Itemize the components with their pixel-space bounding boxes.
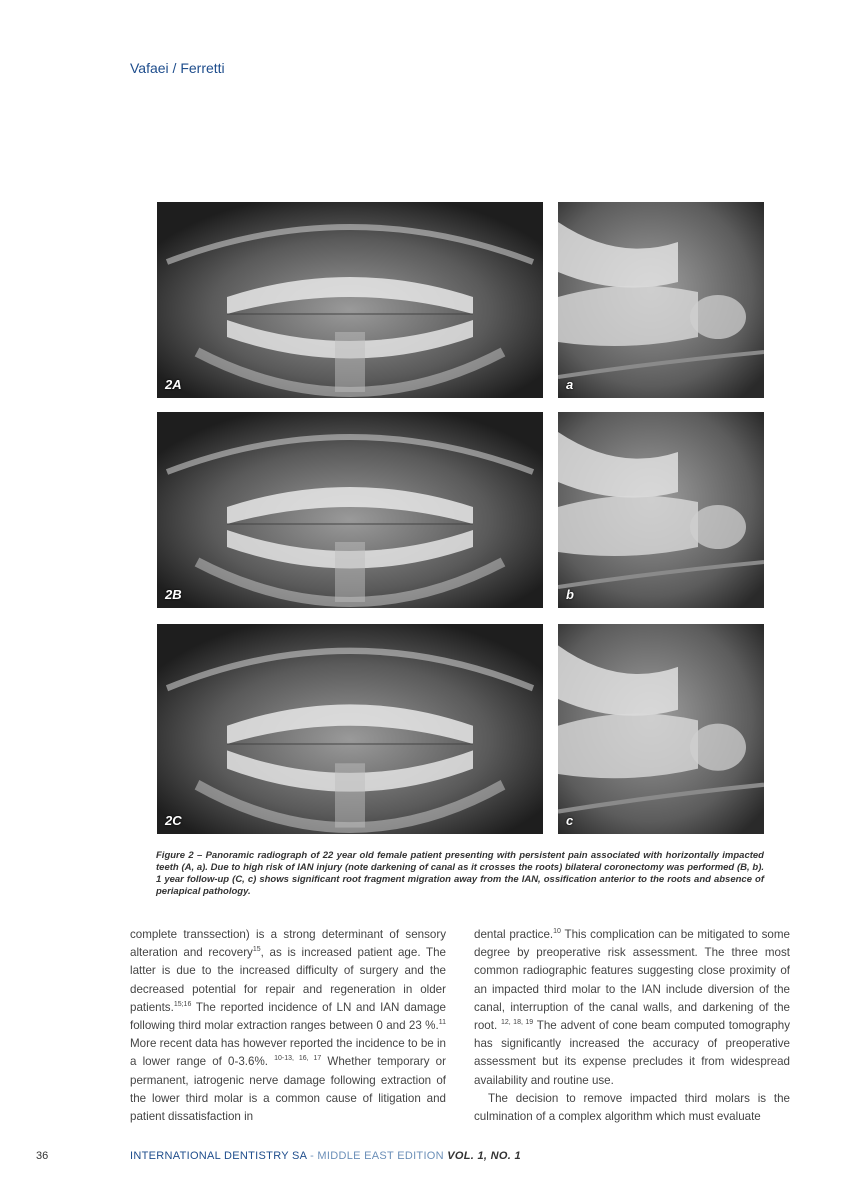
- citation: 10-13, 16, 17: [274, 1055, 322, 1063]
- journal-name: [130, 1150, 521, 1162]
- citation: 15: [252, 946, 261, 954]
- journal-edition: - MIDDLE EAST EDITION: [306, 1150, 448, 1162]
- body-text: Whether temporary or permanent, iatrogenic nerve damage following extraction of the lower third molar is a common cause of litigation and patient dissatisfaction in: [130, 1055, 446, 1124]
- body-column-right: [474, 926, 790, 1126]
- body-text: The reported incidence of LN and IAN damage following third molar extraction ranges between 0 and 23 %.: [130, 1000, 446, 1033]
- radiograph-2b: [157, 412, 543, 608]
- page-number: 36: [36, 1150, 49, 1162]
- radiograph-2a: [157, 202, 543, 398]
- radiograph-c: [558, 624, 764, 834]
- panel-label-2a: 2A: [165, 377, 182, 392]
- body-text: complete transsection) is a strong determinant of sensory alteration and recovery: [130, 928, 446, 960]
- panel-label-2b: 2B: [165, 587, 182, 602]
- body-text: More recent data has however reported the incidence to be in a lower range of 0-3.6%.: [130, 1037, 446, 1069]
- body-text: The advent of cone beam computed tomography has significantly increased the accuracy of preoperative assessment but its expense precludes it from widespread availability and routine use.: [474, 1019, 791, 1087]
- body-column-left: [130, 926, 446, 1126]
- citation: 15;16: [173, 1000, 192, 1008]
- citation: 11: [438, 1019, 446, 1027]
- panel-label-a: a: [566, 377, 574, 392]
- running-header-authors: Vafaei / Ferretti: [130, 60, 225, 76]
- journal-title: INTERNATIONAL DENTISTRY SA: [130, 1150, 307, 1162]
- paragraph: [130, 926, 446, 1126]
- figure-caption: Figure 2 – Panoramic radiograph of 22 year old female patient presenting with persistent pain associated with horizontally impacted teeth (A, a). Due to high risk of IAN injury (note darkening of canal as it crosses the roots) bilateral coronectomy was performed (B, b). 1 year follow-up (C, c) shows significant root fragment migration away from the IAN, ossification anterior to the roots and absence of periapical pathology.: [156, 850, 764, 897]
- radiograph-b: [558, 412, 764, 608]
- body-text: This complication can be mitigated to some degree by preoperative risk assessment. The three most common radiographic features suggesting close proximity of an impacted third molar to the IAN include diversion of the canal, interruption of the canal walls, and darkening of the root.: [474, 928, 790, 1033]
- panel-label-c: c: [566, 813, 574, 828]
- citation: 12, 18, 19: [500, 1019, 534, 1027]
- radiograph-a: [558, 202, 764, 398]
- citation: 10: [553, 928, 561, 936]
- body-text: , as is increased patient age. The latter is due to the increased difficulty of surgery and the decreased potential for repair and regeneration in older patients.: [130, 946, 446, 1014]
- body-text: dental practice.: [474, 928, 554, 941]
- panel-label-2c: 2C: [165, 813, 182, 828]
- panel-label-b: b: [566, 587, 574, 602]
- paragraph: [474, 926, 790, 1090]
- radiograph-2c: [157, 624, 543, 834]
- journal-volume: VOL. 1, NO. 1: [447, 1150, 521, 1162]
- paragraph: The decision to remove impacted third molars is the culmination of a complex algorithm which must evaluate: [474, 1091, 790, 1124]
